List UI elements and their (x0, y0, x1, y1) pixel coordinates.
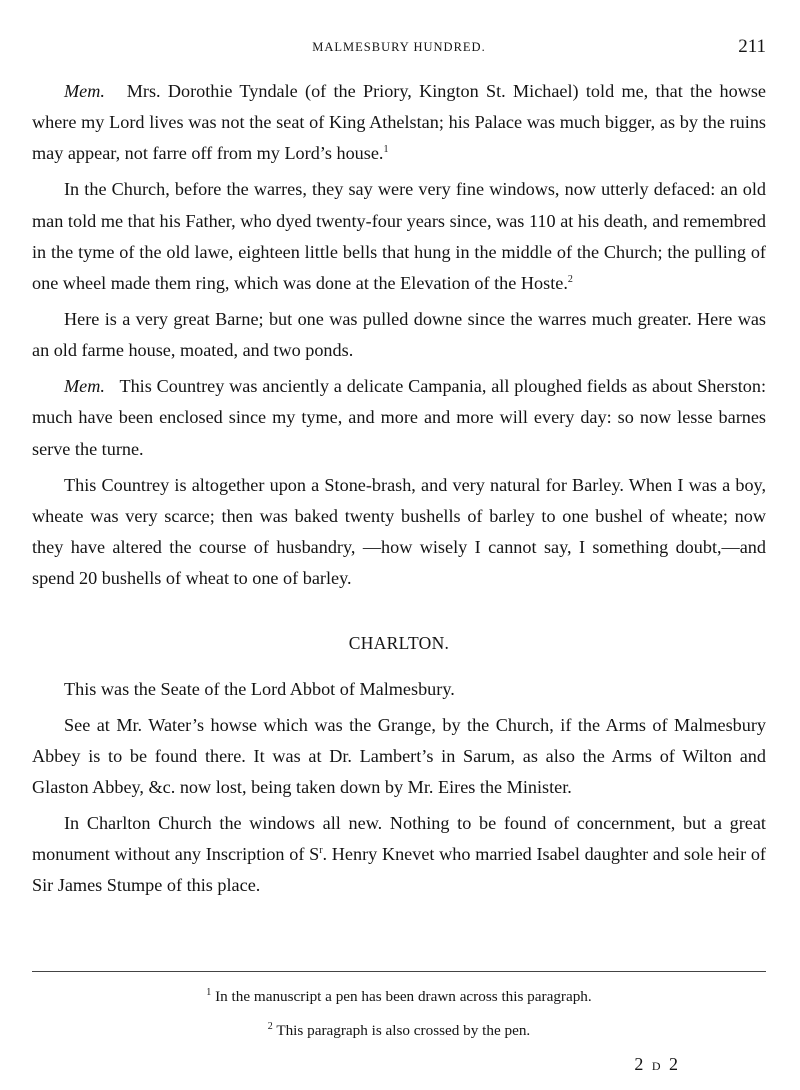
page-number: 211 (738, 36, 766, 57)
paragraph-text: In Charlton Church the windows all new. Nothing to be found of concernment, but a great monument without any Inscription of S (32, 813, 766, 865)
printer-signature (634, 1054, 680, 1075)
footnote-mark: 2 (267, 1020, 273, 1032)
paragraph-mem-countrey (32, 371, 766, 465)
body-text (32, 76, 766, 906)
footnote-2 (32, 1020, 766, 1042)
signature-right: 2 (669, 1054, 680, 1074)
footnote-text: In the manuscript a pen has been drawn across this paragraph. (215, 988, 592, 1005)
section-heading-charlton: CHARLTON. (348, 633, 450, 654)
footnote-text: This paragraph is also crossed by the pen. (276, 1022, 531, 1039)
paragraph-waters-howse (32, 710, 766, 804)
paragraph-text: This Countrey is altogether upon a Stone-brash, and very natural for Barley. When I was a boy, wheate was very scarce; then was baked twenty bushells of barley to one bushel of wheate; now they have altered the course of husbandry, —how wisely I cannot say, I something doubt,—and spend 20 bushells of wheat to one of barley. (32, 474, 766, 589)
paragraph-barne (32, 304, 766, 366)
footnotes (32, 986, 766, 1054)
signature-left: 2 (634, 1054, 646, 1074)
mem-label: Mem. (64, 81, 105, 101)
paragraph-text: In the Church, before the warres, they say were very fine windows, now utterly defaced: an old man told me that his Father, who dyed twenty-four years since, was 110 at his death, and remembred in the tyme of the old lawe, eighteen little bells that hung in the middle of the Church; the pulling of one wheel made them ring, which was done at the Elevation of the Hoste. (32, 179, 766, 294)
paragraph-text: . Henry Knevet who married Isabel daughter and sole heir of Sir James Stumpe of this place. (32, 844, 766, 896)
running-head (32, 36, 766, 66)
paragraph-charlton-church (32, 808, 766, 902)
mem-label: Mem. (64, 376, 105, 397)
running-title: MALMESBURY HUNDRED. (312, 40, 486, 54)
footnote-mark: 1 (206, 986, 212, 998)
superscript-r: r (319, 845, 323, 857)
paragraph-church-windows (32, 174, 766, 299)
paragraph-text: This was the Seate of the Lord Abbot of Malmesbury. (64, 678, 455, 699)
paragraph-mem-tyndale (32, 76, 766, 170)
paragraph-text: Here is a very great Barne; but one was pulled downe since the warres much greater. Here was an old farme house, moated, and two ponds. (32, 309, 766, 361)
footnote-ref-1[interactable]: 1 (383, 144, 389, 156)
paragraph-stone-brash (32, 470, 766, 595)
footnote-ref-2[interactable]: 2 (567, 273, 573, 285)
paragraph-text: This Countrey was anciently a delicate Campania, all ploughed fields as about Sherston: much have been enclosed since my tyme, and more and more will every day: so now lesse barnes serve the turne. (32, 376, 767, 459)
signature-middle: D (651, 1059, 663, 1073)
paragraph-text: See at Mr. Water’s howse which was the Grange, by the Church, if the Arms of Malmesbury Abbey is to be found there. It was at Dr. Lambert’s in Sarum, as also the Arms of Wilton and Glaston Abbey, &c. now lost, being taken down by Mr. Eires the Minister. (32, 714, 766, 798)
paragraph-seate (32, 674, 766, 705)
footnote-divider (32, 971, 766, 972)
footnote-1 (32, 986, 766, 1008)
paragraph-text: Mrs. Dorothie Tyndale (of the Priory, Kington St. Michael) told me, that the howse where my Lord lives was not the seat of King Athelstan; his Palace was much bigger, as by the ruins may appear, not farre off from my Lord’s house. (32, 81, 766, 164)
